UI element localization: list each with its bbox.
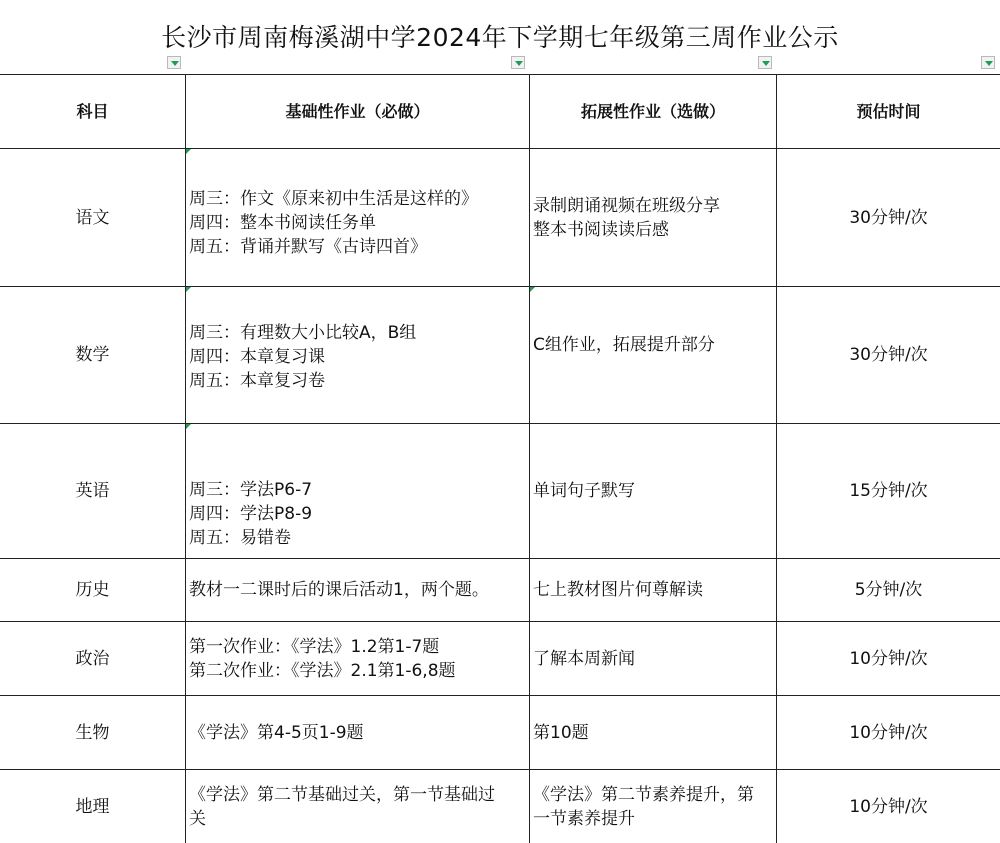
- basic-line: 周三：有理数大小比较A，B组: [189, 323, 417, 343]
- extended-line: 整本书阅读读后感: [533, 219, 669, 240]
- extended-line: 《学法》第二节素养提升，第: [533, 784, 754, 805]
- comment-marker-icon: [186, 149, 191, 154]
- extended-line: 第10题: [533, 722, 589, 743]
- subject-cell[interactable]: 语文: [0, 149, 186, 287]
- extended-line: C组作业，拓展提升部分: [533, 335, 715, 355]
- basic-homework-cell[interactable]: [186, 696, 530, 770]
- extended-homework-cell[interactable]: [530, 770, 777, 843]
- filter-dropdown-icon[interactable]: [758, 56, 772, 69]
- basic-line: 关: [189, 808, 206, 829]
- subject-cell[interactable]: 历史: [0, 559, 186, 622]
- time-cell[interactable]: 30分钟/次: [777, 287, 1000, 424]
- filter-dropdown-icon[interactable]: [981, 56, 995, 69]
- header-estimated-time[interactable]: 预估时间: [777, 75, 1000, 149]
- extended-homework-cell[interactable]: [530, 149, 777, 287]
- time-cell[interactable]: 10分钟/次: [777, 622, 1000, 696]
- basic-line: 周五：易错卷: [189, 527, 291, 548]
- table-row: [0, 424, 1000, 559]
- comment-marker-icon: [186, 287, 191, 292]
- table-row: [0, 770, 1000, 843]
- table-row: [0, 696, 1000, 770]
- basic-homework-cell[interactable]: [186, 287, 530, 424]
- header-basic-homework[interactable]: 基础性作业（必做）: [186, 75, 530, 149]
- basic-line: 周四：本章复习课: [189, 347, 325, 367]
- extended-homework-cell[interactable]: [530, 424, 777, 559]
- time-cell[interactable]: 15分钟/次: [777, 424, 1000, 559]
- time-cell[interactable]: 5分钟/次: [777, 559, 1000, 622]
- basic-homework-cell[interactable]: [186, 149, 530, 287]
- time-cell[interactable]: 30分钟/次: [777, 149, 1000, 287]
- basic-homework-cell[interactable]: [186, 622, 530, 696]
- basic-line: 周三：学法P6-7: [189, 479, 313, 500]
- extended-line: 七上教材图片何尊解读: [533, 580, 703, 600]
- basic-homework-cell[interactable]: [186, 424, 530, 559]
- basic-line: 教材一二课时后的课后活动1，两个题。: [189, 580, 489, 600]
- table-row: [0, 287, 1000, 424]
- time-cell[interactable]: 10分钟/次: [777, 696, 1000, 770]
- basic-line: 《学法》第4-5页1-9题: [189, 722, 364, 743]
- title-row: [0, 0, 1000, 75]
- subject-cell[interactable]: 政治: [0, 622, 186, 696]
- time-cell[interactable]: 10分钟/次: [849, 796, 928, 817]
- table-header-row: [0, 75, 1000, 149]
- extended-line: 录制朗诵视频在班级分享: [533, 195, 720, 216]
- basic-line: 第一次作业：《学法》1.2第1-7题: [189, 636, 440, 657]
- comment-marker-icon: [530, 287, 535, 292]
- basic-line: 周四：整本书阅读任务单: [189, 212, 376, 233]
- extended-line: 单词句子默写: [533, 481, 635, 501]
- subject-cell[interactable]: 地理: [0, 770, 186, 843]
- extended-line: 了解本周新闻: [533, 648, 635, 669]
- extended-homework-cell[interactable]: [530, 287, 777, 424]
- extended-line: 一节素养提升: [533, 808, 635, 829]
- extended-homework-cell[interactable]: [530, 696, 777, 770]
- subject-cell[interactable]: 生物: [0, 696, 186, 770]
- basic-line: 周五：背诵并默写《古诗四首》: [189, 236, 427, 257]
- basic-homework-cell[interactable]: [186, 770, 530, 843]
- page-title: 长沙市周南梅溪湖中学2024年下学期七年级第三周作业公示: [161, 23, 839, 52]
- subject-cell[interactable]: 英语: [0, 424, 186, 559]
- basic-line: 周三：作文《原来初中生活是这样的》: [189, 188, 478, 209]
- basic-homework-cell[interactable]: [186, 559, 530, 622]
- extended-homework-cell[interactable]: [530, 559, 777, 622]
- basic-line: 周四：学法P8-9: [189, 503, 313, 524]
- basic-line: 《学法》第二节基础过关，第一节基础过: [189, 784, 495, 805]
- comment-marker-icon: [186, 424, 191, 429]
- header-subject[interactable]: 科目: [0, 75, 186, 149]
- table-row: [0, 149, 1000, 287]
- subject-cell[interactable]: 数学: [0, 287, 186, 424]
- table-row: [0, 559, 1000, 622]
- basic-line: 周五：本章复习卷: [189, 371, 325, 391]
- table-row: [0, 622, 1000, 696]
- extended-homework-cell[interactable]: [530, 622, 777, 696]
- header-extended-homework[interactable]: 拓展性作业（选做）: [530, 75, 777, 149]
- basic-line: 第二次作业：《学法》2.1第1-6,8题: [189, 660, 456, 681]
- filter-dropdown-icon[interactable]: [167, 56, 181, 69]
- filter-dropdown-icon[interactable]: [511, 56, 525, 69]
